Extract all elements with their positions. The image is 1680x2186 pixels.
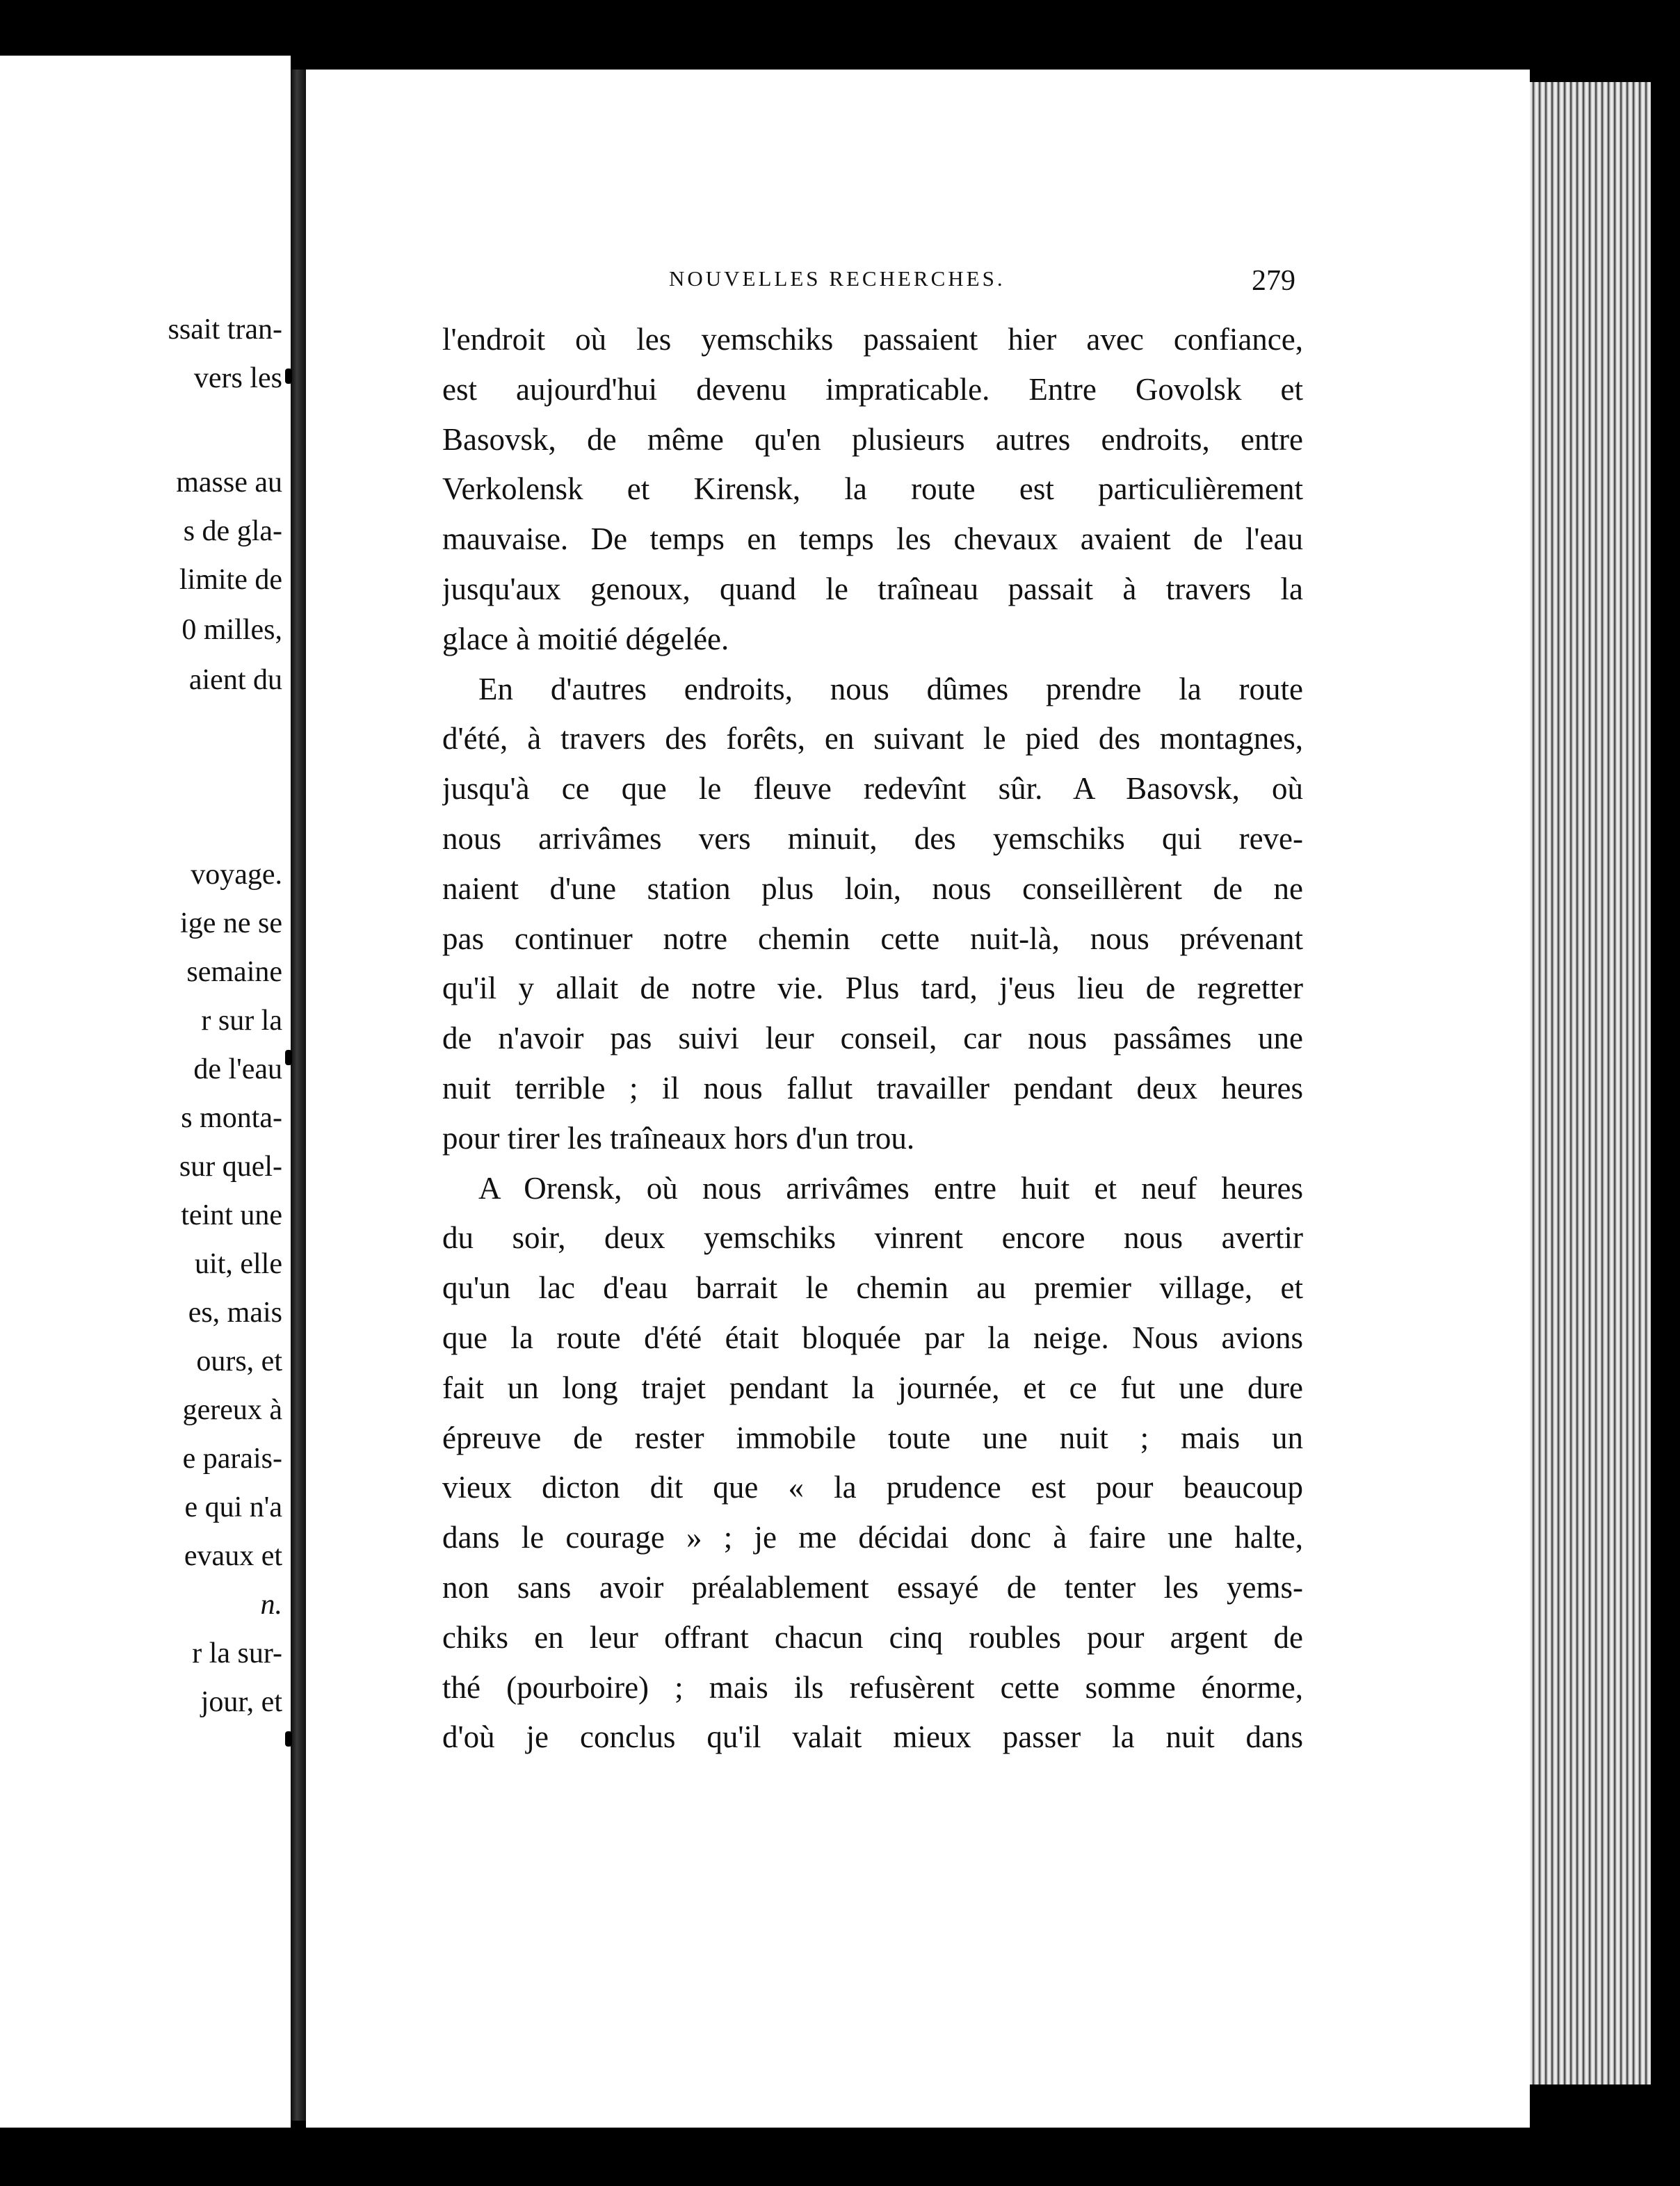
left-page-line: ssait tran- [168,314,282,346]
text-line: naient d'une station plus loin, nous conseillèrent de ne [442,871,1303,906]
text-line: qu'un lac d'eau barrait le chemin au premier village, et [442,1270,1303,1306]
left-page-line: e qui n'a [184,1491,282,1523]
left-page-line: gereux à [182,1394,282,1426]
left-page-line: teint une [181,1199,282,1231]
left-page-line: voyage. [191,859,282,891]
text-line: d'été, à travers des forêts, en suivant le pied des montagnes, [442,721,1303,756]
left-page-line: r sur la [201,1005,282,1037]
left-page-line: e parais- [182,1443,282,1475]
text-line: pour tirer les traîneaux hors d'un trou. [442,1120,915,1156]
gutter-thread-mark [285,1050,292,1065]
left-page-line: limite de [179,564,282,596]
book-gutter [291,70,306,2121]
left-page-line: semaine [186,956,282,988]
text-line: jusqu'aux genoux, quand le traîneau passait à travers la [442,571,1303,606]
text-line: Basovsk, de même qu'en plusieurs autres endroits, entre [442,421,1303,457]
text-line: En d'autres endroits, nous dûmes prendre la route [478,671,1303,706]
text-line: Verkolensk et Kirensk, la route est particulièrement [442,471,1303,507]
text-line: A Orensk, où nous arrivâmes entre huit et neuf heures [478,1170,1303,1206]
text-line: dans le courage » ; je me décidai donc à faire une halte, [442,1520,1303,1555]
left-page-line: masse au [176,467,282,499]
left-page-fragment [0,56,291,2128]
left-page-line: n. [260,1589,282,1621]
text-line: pas continuer notre chemin cette nuit-là, nous prévenant [442,921,1303,956]
text-line: qu'il y allait de notre vie. Plus tard, j'eus lieu de regretter [442,971,1303,1006]
left-page-line: evaux et [184,1540,282,1572]
left-page-line: jour, et [200,1686,282,1718]
gutter-thread-mark [285,1731,292,1747]
left-page-line: s de gla- [183,515,282,547]
text-line: épreuve de rester immobile toute une nuit ; mais un [442,1420,1303,1455]
text-line: nuit terrible ; il nous fallut travailler pendant deux heures [442,1070,1303,1106]
left-page-line: de l'eau [193,1053,282,1085]
text-line: d'où je conclus qu'il valait mieux passer la nuit dans [442,1719,1303,1755]
text-line: nous arrivâmes vers minuit, des yemschiks qui reve- [442,820,1303,856]
text-line: du soir, deux yemschiks vinrent encore nous avertir [442,1220,1303,1256]
left-page-line: r la sur- [192,1637,282,1669]
text-line: fait un long trajet pendant la journée, et ce fut une dure [442,1370,1303,1405]
page-edges [1530,82,1651,2084]
text-line: glace à moitié dégelée. [442,621,729,656]
text-line: non sans avoir préalablement essayé de tenter les yems- [442,1569,1303,1605]
text-line: vieux dicton dit que « la prudence est pour beaucoup [442,1470,1303,1505]
left-page-line: sur quel- [179,1151,282,1183]
left-page-line: vers les [193,362,282,394]
running-head: NOUVELLES RECHERCHES. [669,266,1005,291]
page-number: 279 [1252,265,1295,297]
left-page-line: s monta- [181,1102,282,1134]
left-page-line: ige ne se [180,907,282,939]
gutter-thread-mark [285,369,292,384]
text-line: est aujourd'hui devenu impraticable. Entre Govolsk et [442,371,1303,407]
left-page-line: 0 milles, [181,614,282,646]
left-page-line: uit, elle [195,1248,282,1280]
left-page-line: aient du [188,664,282,696]
text-line: l'endroit où les yemschiks passaient hier avec confiance, [442,322,1303,357]
left-page-line: ours, et [196,1345,282,1377]
text-line: jusqu'à ce que le fleuve redevînt sûr. A Basovsk, où [442,771,1303,807]
text-line: thé (pourboire) ; mais ils refusèrent cette somme énorme, [442,1669,1303,1705]
text-line: mauvaise. De temps en temps les chevaux avaient de l'eau [442,521,1303,557]
text-line: que la route d'été était bloquée par la neige. Nous avions [442,1320,1303,1355]
text-line: de n'avoir pas suivi leur conseil, car nous passâmes une [442,1021,1303,1056]
left-page-line: es, mais [188,1297,282,1329]
body-text [442,315,1303,1763]
text-line: chiks en leur offrant chacun cinq roubles pour argent de [442,1619,1303,1655]
